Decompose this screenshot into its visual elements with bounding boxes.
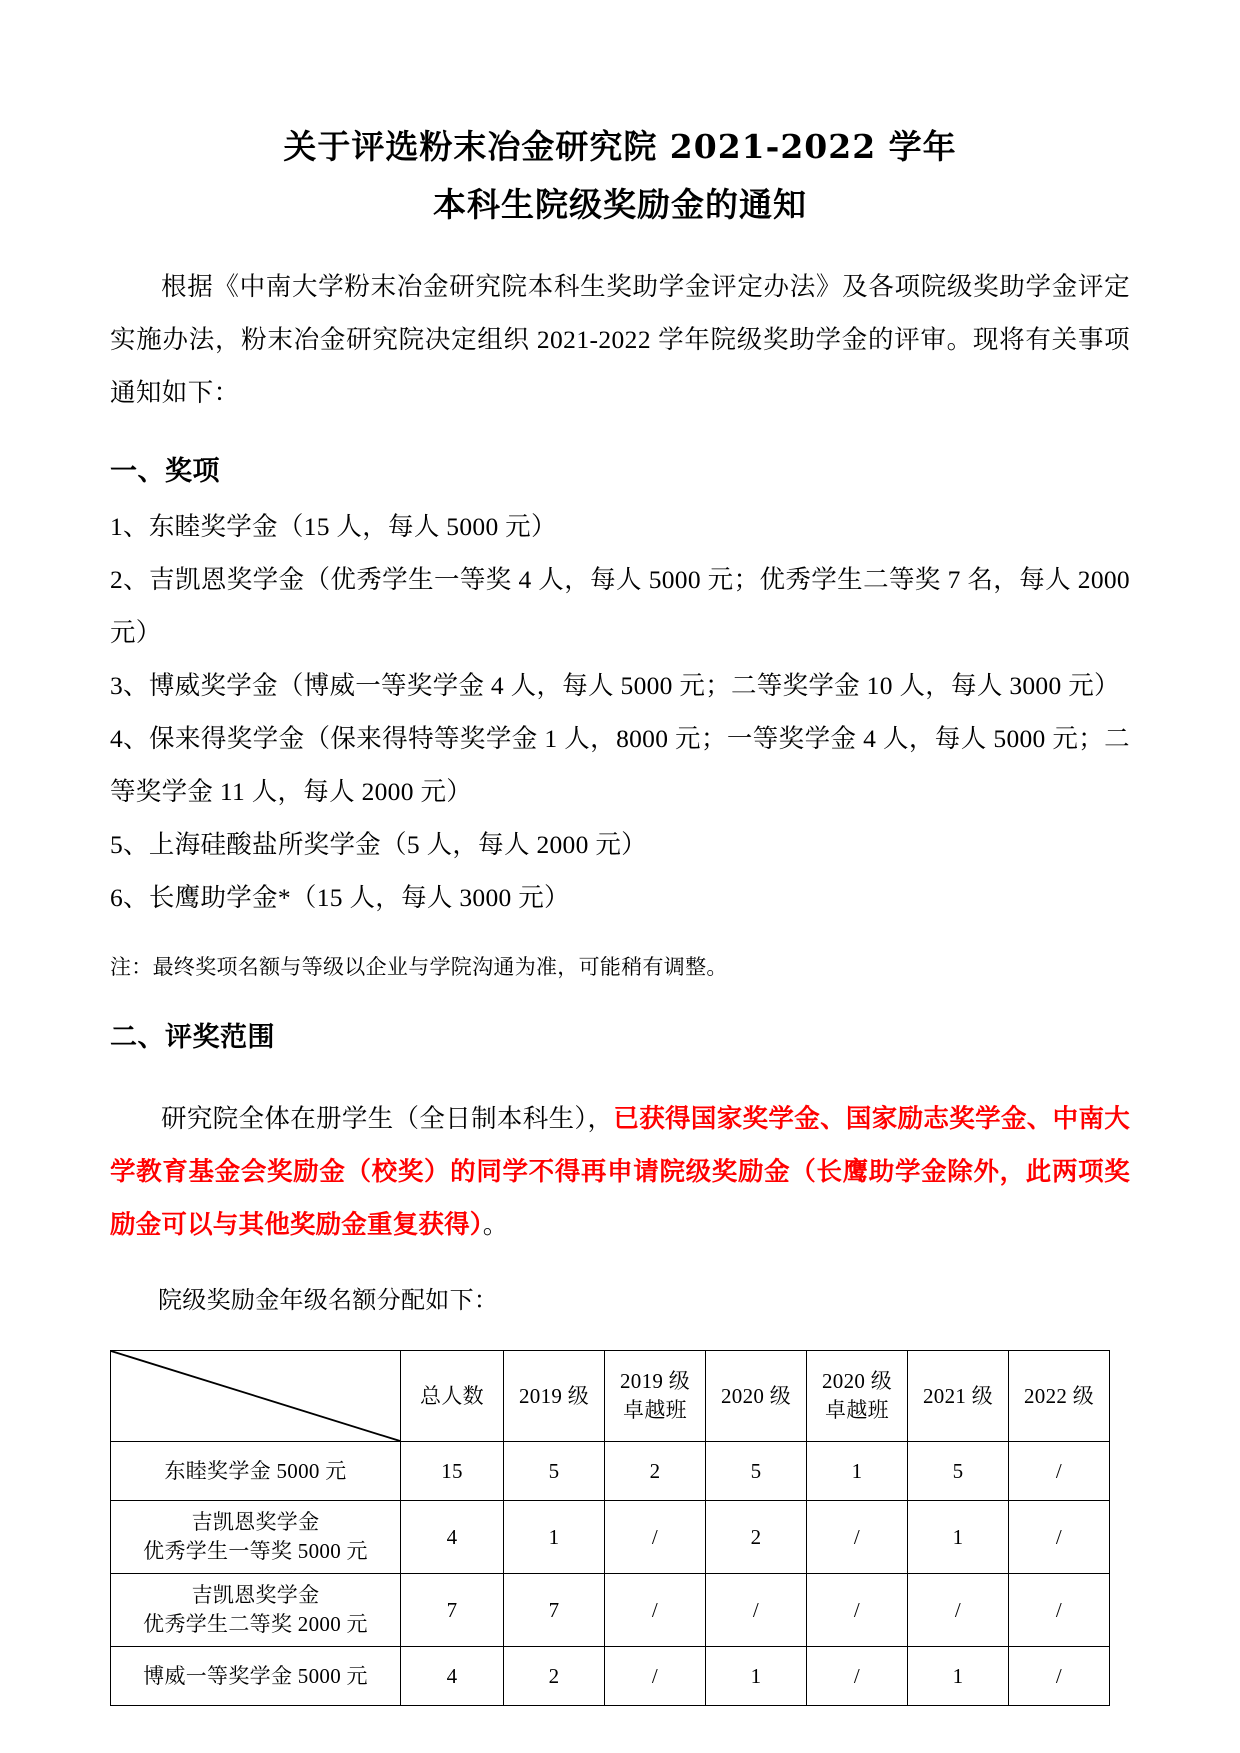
cell-2020-elite: / <box>807 1501 908 1574</box>
diagonal-divider-icon <box>111 1351 400 1441</box>
list-item: 3、博威奖学金（博威一等奖学金 4 人，每人 5000 元；二等奖学金 10 人，每人 3000 元） <box>110 671 1120 700</box>
awards-note: 注：最终奖项名额与等级以企业与学院沟通为准，可能稍有调整。 <box>110 955 728 979</box>
title-line-1: 关于评选粉末冶金研究院 2021-2022 学年 <box>283 127 957 166</box>
list-item: 1、东睦奖学金（15 人，每人 5000 元） <box>110 512 557 541</box>
list-item: 4、保来得奖学金（保来得特等奖学金 1 人，8000 元；一等奖学金 4 人，每人 5000 元；二等奖学金 11 人，每人 2000 元） <box>110 724 1130 806</box>
cell-2019-elite: / <box>605 1574 706 1647</box>
scope-text-tail: 。 <box>482 1209 509 1239</box>
cell-2020: 2 <box>706 1501 807 1574</box>
cell-2019: 5 <box>504 1442 605 1501</box>
scope-paragraph <box>110 1092 1130 1251</box>
row-label: 博威一等奖学金 5000 元 <box>111 1647 401 1706</box>
cell-2020-elite: / <box>807 1574 908 1647</box>
table-header-row <box>111 1351 1110 1442</box>
cell-2022: / <box>1009 1442 1110 1501</box>
cell-2019: 1 <box>504 1501 605 1574</box>
table-intro-text: 院级奖励金年级名额分配如下： <box>158 1288 499 1314</box>
table-header-2022: 2022 级 <box>1009 1351 1110 1442</box>
section-heading-awards: 一、奖项 <box>110 456 220 487</box>
header-line-a: 2020 级 <box>821 1369 893 1393</box>
list-item: 6、长鹰助学金*（15 人，每人 3000 元） <box>110 883 570 912</box>
cell-2019-elite: / <box>605 1647 706 1706</box>
row-label: 东睦奖学金 5000 元 <box>111 1442 401 1501</box>
cell-total: 7 <box>401 1574 504 1647</box>
row-label-line-b: 优秀学生一等奖 5000 元 <box>143 1539 368 1563</box>
cell-2022: / <box>1009 1501 1110 1574</box>
awards-list <box>110 500 1130 924</box>
table-row <box>111 1574 1110 1647</box>
table-header-2019: 2019 级 <box>504 1351 605 1442</box>
cell-2020: 5 <box>706 1442 807 1501</box>
cell-total: 15 <box>401 1442 504 1501</box>
scope-text-lead: 研究院全体在册学生（全日制本科生）， <box>161 1103 614 1133</box>
cell-total: 4 <box>401 1647 504 1706</box>
table-header-2019-elite <box>605 1351 706 1442</box>
table-header-total: 总人数 <box>401 1351 504 1442</box>
cell-2019-elite: / <box>605 1501 706 1574</box>
scope-text-emphasis: 已获得国家奖学金、国家励志奖学金、中南大学教育基金会奖励金（校奖）的同学不得再申请院级奖励金（长鹰助学金除外，此两项奖励金可以与其他奖励金重复获得） <box>110 1103 1130 1239</box>
header-line-a: 2019 级 <box>619 1369 691 1393</box>
quota-table <box>110 1350 1110 1706</box>
cell-2020-elite: 1 <box>807 1442 908 1501</box>
cell-total: 4 <box>401 1501 504 1574</box>
cell-2019-elite: 2 <box>605 1442 706 1501</box>
table-corner-cell <box>111 1351 401 1442</box>
table-row <box>111 1501 1110 1574</box>
cell-2021: / <box>908 1574 1009 1647</box>
cell-2020-elite: / <box>807 1647 908 1706</box>
header-line-b: 卓越班 <box>825 1398 889 1422</box>
cell-2020: 1 <box>706 1647 807 1706</box>
cell-2019: 7 <box>504 1574 605 1647</box>
cell-2020: / <box>706 1574 807 1647</box>
row-label-line-a: 吉凯恩奖学金 <box>191 1510 320 1534</box>
cell-2021: 1 <box>908 1501 1009 1574</box>
table-header-2021: 2021 级 <box>908 1351 1009 1442</box>
intro-paragraph: 根据《中南大学粉末冶金研究院本科生奖助学金评定办法》及各项院级奖助学金评定实施办法，粉末冶金研究院决定组织 2021-2022 学年院级奖助学金的评审。现将有关事项通知如下： <box>110 271 1130 407</box>
row-label <box>111 1574 401 1647</box>
row-label-line-b: 优秀学生二等奖 2000 元 <box>143 1612 368 1636</box>
cell-2022: / <box>1009 1574 1110 1647</box>
table-row <box>111 1647 1110 1706</box>
page-title <box>110 118 1130 234</box>
title-line-2: 本科生院级奖励金的通知 <box>433 185 807 224</box>
cell-2021: 1 <box>908 1647 1009 1706</box>
section-heading-scope: 二、评奖范围 <box>110 1022 275 1053</box>
row-label <box>111 1501 401 1574</box>
table-row <box>111 1442 1110 1501</box>
cell-2021: 5 <box>908 1442 1009 1501</box>
row-label-line-a: 吉凯恩奖学金 <box>191 1583 320 1607</box>
list-item: 5、上海硅酸盐所奖学金（5 人，每人 2000 元） <box>110 830 647 859</box>
header-line-b: 卓越班 <box>623 1398 687 1422</box>
cell-2019: 2 <box>504 1647 605 1706</box>
cell-2022: / <box>1009 1647 1110 1706</box>
table-header-2020-elite <box>807 1351 908 1442</box>
table-header-2020: 2020 级 <box>706 1351 807 1442</box>
list-item: 2、吉凯恩奖学金（优秀学生一等奖 4 人，每人 5000 元；优秀学生二等奖 7 名，每人 2000 元） <box>110 565 1130 647</box>
